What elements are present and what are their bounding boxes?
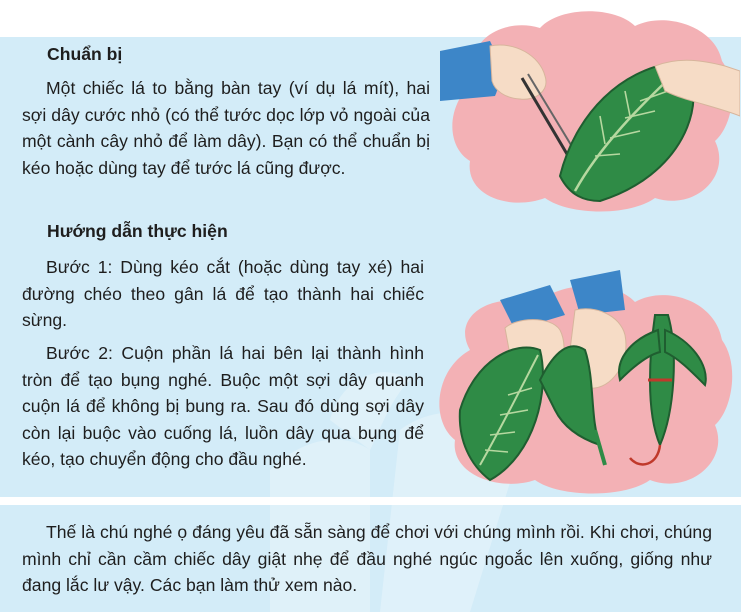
leaf-cutting-illustration: [440, 6, 740, 216]
prepare-heading: Chuẩn bị: [47, 44, 123, 64]
leaf-rolling-illustration: [420, 270, 741, 500]
step-2-paragraph: Bước 2: Cuộn phần lá hai bên lại thành hình tròn để tạo bụng nghé. Buộc một sợi dây quanh cuộn lá để không bị bung ra. Sau đó dùng sợi dây còn lại buộc vào cuống lá, luồn dây qua bụng để kéo, tạo chuyển động cho đầu nghé.: [22, 343, 424, 469]
step-1-paragraph: Bước 1: Dùng kéo cắt (hoặc dùng tay xé) hai đường chéo theo gân lá để tạo thành hai chiếc sừng.: [22, 257, 424, 330]
guide-heading: Hướng dẫn thực hiện: [47, 221, 228, 241]
prepare-paragraph: Một chiếc lá to bằng bàn tay (ví dụ lá mít), hai sợi dây cước nhỏ (có thể tước dọc lớp vỏ ngoài của một cành cây nhỏ để làm dây). Bạn có thể chuẩn bị kéo hoặc dùng tay để tước lá cũng được.: [22, 78, 430, 178]
conclusion-paragraph: Thế là chú nghé ọ đáng yêu đã sẵn sàng để chơi với chúng mình rồi. Khi chơi, chúng mình chỉ cần cầm chiếc dây giật nhẹ để đầu nghé ngúc ngoắc lên xuống, giống như đang lắc lư vậy. Các bạn làm thử xem nào.: [22, 522, 712, 595]
